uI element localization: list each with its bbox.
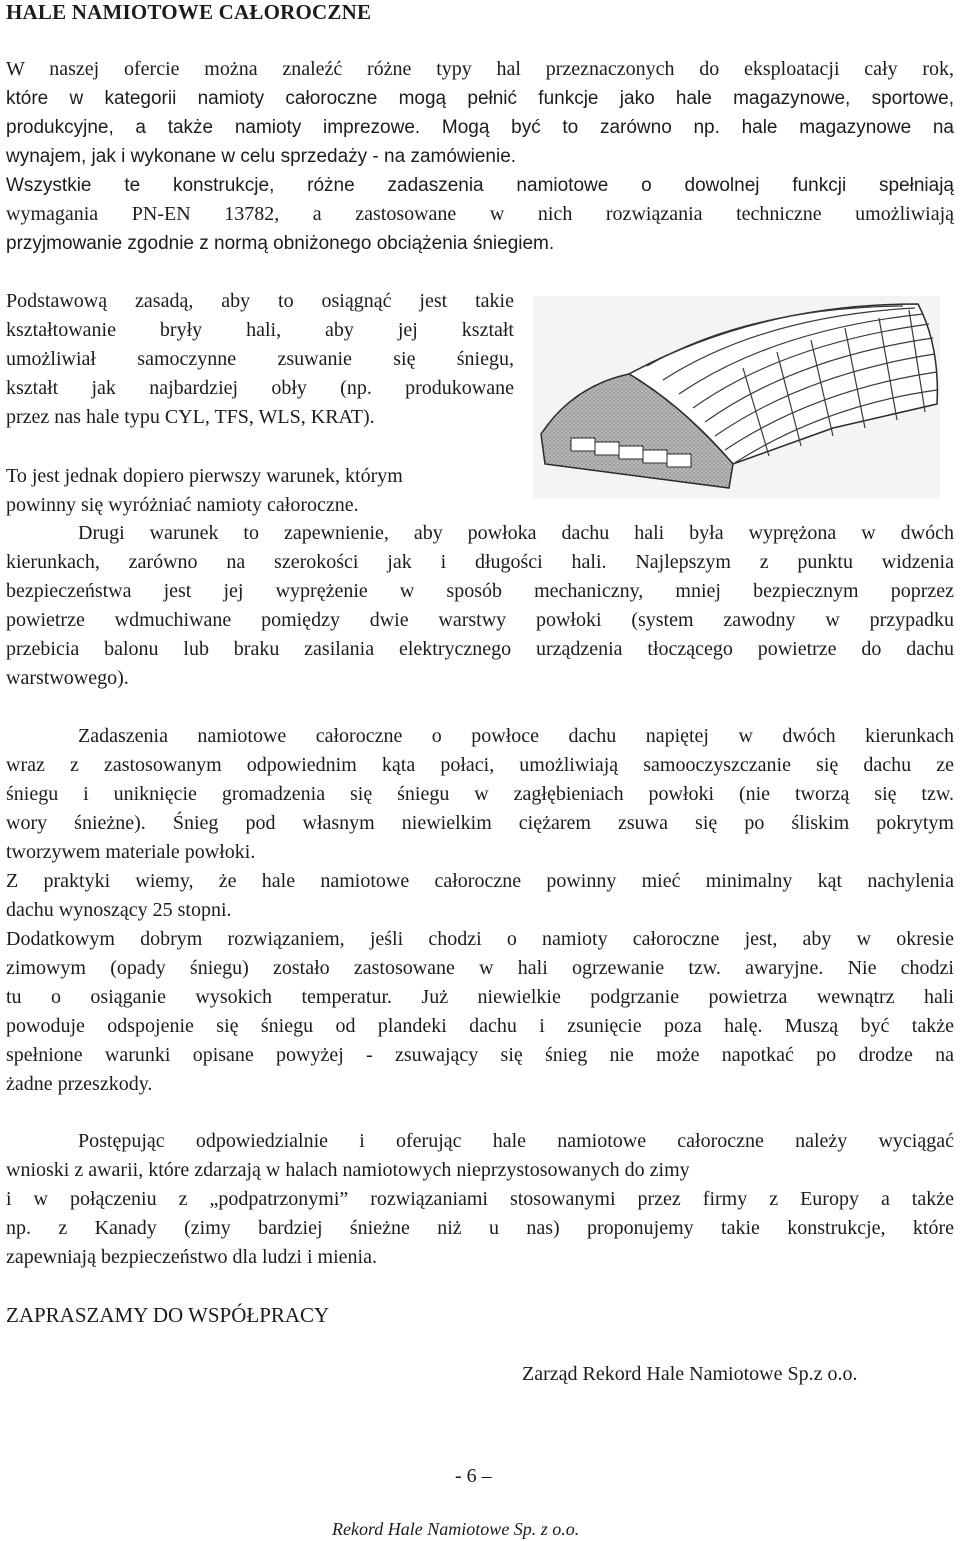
text-line: wraz z zastosowanym odpowiednim kąta połaci, umożliwiają samooczyszczanie się dachu ze: [6, 754, 954, 776]
text-line: tworzywem materiale powłoki.: [6, 841, 256, 863]
intro-paragraph: [6, 55, 954, 258]
text-line: tu o osiąganie wysokich temperatur. Już niewielkie podgrzanie powietrza wewnątrz hali: [6, 986, 954, 1008]
first-condition-paragraph: [6, 462, 526, 520]
second-condition-paragraph: [6, 519, 954, 693]
text-line: Dodatkowym dobrym rozwiązaniem, jeśli chodzi o namioty całoroczne jest, aby w okresie: [6, 928, 954, 950]
text-line: wymagania PN-EN 13782, a zastosowane w nich rozwiązania techniczne umożliwiają: [6, 203, 954, 225]
document-title: HALE NAMIOTOWE CAŁOROCZNE: [6, 0, 372, 24]
text-line: Drugi warunek to zapewnienie, aby powłoka dachu hali była wyprężona w dwóch: [78, 522, 954, 544]
text-line: Wszystkie te konstrukcje, różne zadaszenia namiotowe o dowolnej funkcji spełniają: [6, 175, 954, 196]
text-line: i w połączeniu z „podpatrzonymi” rozwiązaniami stosowanymi przez firmy z Europy a także: [6, 1188, 954, 1210]
text-line: przyjmowanie zgodnie z normą obniżonego obciążenia śniegiem.: [6, 233, 555, 254]
text-line: wynajem, jak i wykonane w celu sprzedaży - na zamówienie.: [6, 146, 517, 167]
text-line: produkcyjne, a także namioty imprezowe. Mogą być to zarówno np. hale magazynowe na: [6, 117, 954, 138]
text-line: zapewniają bezpieczeństwo dla ludzi i mienia.: [6, 1246, 377, 1268]
text-line: Postępując odpowiedzialnie i oferując hale namiotowe całoroczne należy wyciągać: [78, 1130, 954, 1152]
text-line: które w kategorii namioty całoroczne mogą pełnić funkcje jako hale magazynowe, sportowe,: [6, 88, 954, 109]
page-footer: Rekord Hale Namiotowe Sp. z o.o.: [332, 1519, 580, 1539]
text-line: np. z Kanady (zimy bardziej śnieżne niż u nas) proponujemy takie konstrukcje, które: [6, 1217, 954, 1239]
text-line: Z praktyki wiemy, że hale namiotowe całoroczne powinny mieć minimalny kąt nachylenia: [6, 870, 954, 892]
tent-hall-illustration: [533, 296, 940, 498]
text-line: kierunkach, zarówno na szerokości jak i długości hali. Najlepszym z punktu widzenia: [6, 551, 954, 573]
text-line: powietrze wdmuchiwane pomiędzy dwie warstwy powłoki (system zawodny w przypadku: [6, 609, 954, 631]
shape-paragraph: [6, 287, 514, 432]
text-line: żadne przeszkody.: [6, 1073, 153, 1095]
text-line: warstwowego).: [6, 667, 129, 689]
text-line: powoduje odspojenie się śniegu od plandeki dachu i zsunięcie poza halę. Muszą być także: [6, 1015, 954, 1037]
text-line: spełnione warunki opisane powyżej - zsuwający się śnieg nie może napotkać po drodze na: [6, 1044, 954, 1066]
text-line: śniegu i uniknięcie gromadzenia się śniegu w zagłębieniach powłoki (nie tworzą się tzw.: [6, 783, 954, 805]
roof-paragraph: [6, 722, 954, 1099]
invitation-heading: ZAPRASZAMY DO WSPÓŁPRACY: [6, 1303, 330, 1327]
closing-paragraph: [6, 1127, 954, 1272]
text-line: Zadaszenia namiotowe całoroczne o powłoce dachu napiętej w dwóch kierunkach: [78, 725, 954, 747]
text-line: przebicia balonu lub braku zasilania elektrycznego urządzenia tłoczącego powietrze do dachu: [6, 638, 954, 660]
text-line: umożliwiał samoczynne zsuwanie się śniegu,: [6, 348, 514, 370]
text-line: W naszej ofercie można znaleźć różne typy hal przeznaczonych do eksploatacji cały rok,: [6, 58, 954, 80]
text-line: zimowym (opady śniegu) zostało zastosowane w hali ogrzewanie tzw. awaryjne. Nie chodzi: [6, 957, 954, 979]
text-line: przez nas hale typu CYL, TFS, WLS, KRAT).: [6, 406, 375, 428]
text-line: To jest jednak dopiero pierwszy warunek, którym: [6, 465, 403, 487]
text-line: kształtowanie bryły hali, aby jej kształt: [6, 319, 514, 341]
text-line: bezpieczeństwa jest jej wyprężenie w sposób mechaniczny, mniej bezpiecznym poprzez: [6, 580, 954, 602]
page-number: - 6 –: [455, 1465, 492, 1487]
signature: Zarząd Rekord Hale Namiotowe Sp.z o.o.: [522, 1363, 858, 1385]
text-line: kształt jak najbardziej obły (np. produkowane: [6, 377, 514, 399]
text-line: Podstawową zasadą, aby to osiągnąć jest takie: [6, 290, 514, 312]
text-line: wnioski z awarii, które zdarzają w halach namiotowych nieprzystosowanych do zimy: [6, 1159, 690, 1181]
text-line: wory śnieżne). Śnieg pod własnym niewielkim ciężarem zsuwa się po śliskim pokrytym: [6, 812, 954, 834]
text-line: dachu wynoszący 25 stopni.: [6, 899, 232, 921]
text-line: powinny się wyróżniać namioty całoroczne.: [6, 494, 359, 516]
